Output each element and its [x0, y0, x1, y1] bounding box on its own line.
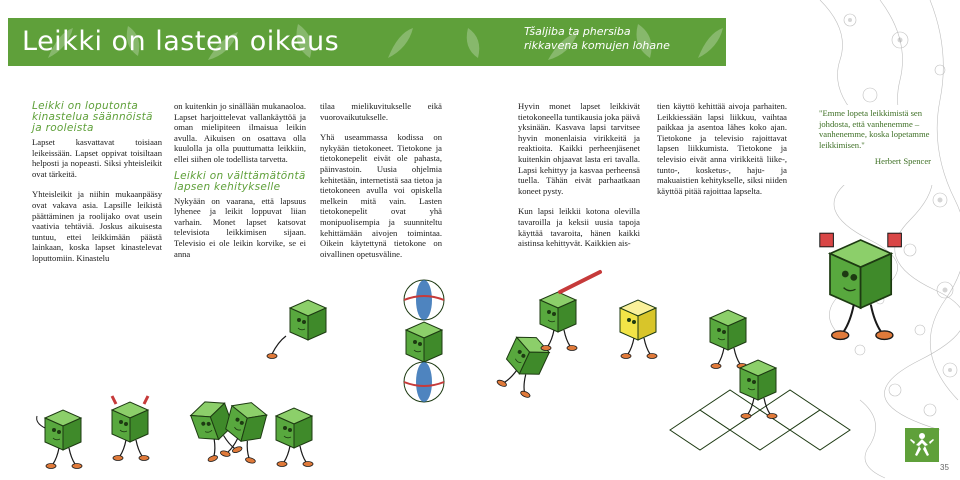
subheading-line: Leikki on välttämätöntä	[174, 169, 306, 182]
page-title: Leikki on lasten oikeus	[22, 26, 340, 57]
cube-character-2	[106, 396, 154, 461]
cube-lying	[267, 300, 326, 359]
cube-character-5	[276, 408, 313, 467]
subtitle-line-2: rikkavena komujen lohane	[524, 39, 670, 52]
subheading-line: kinastelua säännöistä	[32, 111, 153, 123]
paragraph: Yhteisleikit ja niihin mukaanpääsy ovat vakava asia. Lapsille leikistä päättäminen ja roolijako ovat usein vaativia tehtäviä. Joskus aikuisesta tuntuu, ettei leikkimään päästä lainkaan, koska lapset kinastelevat loputtomiin. Kinastelu	[32, 189, 162, 263]
subheading-line: lapsen kehitykselle	[174, 180, 281, 193]
yellow-cube	[620, 300, 657, 359]
subheading-line: ja rooleista	[32, 122, 94, 134]
page-number: 35	[940, 463, 949, 472]
cube-character-1	[37, 410, 82, 469]
paragraph: tien käyttö kehittää aivoja parhaiten. Leikkiessään lapsi liikkuu, vaihtaa paikkaa ja asentoa lähes koko ajan. Tietokone ja televisio rajoittavat lapsen liikkumista. Tietokone ja televisio eivät anna virikkeitä liike-, tunto-, kosketus-, haju- ja makuaistien kehitykselle, siksi niiden käyttöä pitää rajoittaa lapselta.	[657, 101, 787, 196]
dancing-figure-icon	[905, 428, 939, 462]
paragraph: Lapset kasvattavat toisiaan leikeissään. Lapset oppivat toisiltaan helposti ja nopeasti. Siksi yhteisleikit ovat tärkeitä.	[32, 137, 162, 179]
paragraph: Yhä useammassa kodissa on nykyään tietokoneet. Tietokone ja tietokonepelit eivät ole pahasta, päinvastoin. Uusia ohjelmia kehitetään, internetistä saa tietoa ja tietokoneen avulla voi opiskella melkein mitä vain. Lasten tietokonepelit ovat yhä monipuolisempia ja suunniteltu kehittämään aivojen toimintaa. Oikein käytettynä tietokone on oivallinen opetusväline.	[320, 132, 442, 259]
quote-author: Herbert Spencer	[874, 156, 931, 167]
cube-with-bat	[540, 272, 600, 351]
paragraph: tilaa mielikuvitukselle eikä vuorovaikutukselle.	[320, 101, 442, 122]
beach-ball-bottom	[404, 362, 444, 402]
subheading-line: Leikki on loputonta	[32, 100, 139, 112]
quote-text: "Emme lopeta leikkimistä sen johdosta, että vanhenemme – vanhenemme, koska lopetamme leikkimisen."	[819, 108, 930, 150]
paragraph: Hyvin monet lapset leikkivät tietokoneella tuntikausia joka päivä yksinään. Kasvava lapsi tarvitsee hyvin monenlaisia virikkeitä ja reaktioita. Kaikki perheenjäsenet kuitenkin ohjaavat lasta eri tavalla. Lapsi kehittyy ja kasvaa perheensä tuella. Tähän eivät parhaatkaan koneet pysty.	[518, 101, 640, 196]
beach-ball-top	[404, 280, 444, 320]
paragraph: Nykyään on vaarana, että lapsuus lyhenee ja leikit loppuvat liian varhain. Monet lapset katsovat televisiota leikkimisen sijaan. Televisio ei ole leikin korvike, se ei anna	[174, 195, 306, 259]
big-cube-character	[820, 233, 902, 339]
paragraph: Kun lapsi leikkii kotona olevilla tavaroilla ja keksii uusia tapoja käyttää tavaroita, hänen kaikki aistinsa kehittyvät. Kaikkien ais-	[518, 206, 640, 249]
cube-tumbling	[495, 330, 553, 399]
subtitle-line-1: Tšaljiba ta phersiba	[524, 25, 631, 38]
corner-logo	[905, 428, 939, 462]
cube-crouching	[710, 310, 747, 369]
paragraph: on kuitenkin jo sinällään mukanaoloa. Lapset harjoittelevat vallankäyttöä ja oman mielipiteen ilmaisua leikin avulla. Aikuisen on osattava olla kuulolla ja olla puuttumatta leikkiin, ellei siihen ole todellista tarvetta.	[174, 101, 306, 164]
cube-character-middle	[406, 322, 442, 362]
